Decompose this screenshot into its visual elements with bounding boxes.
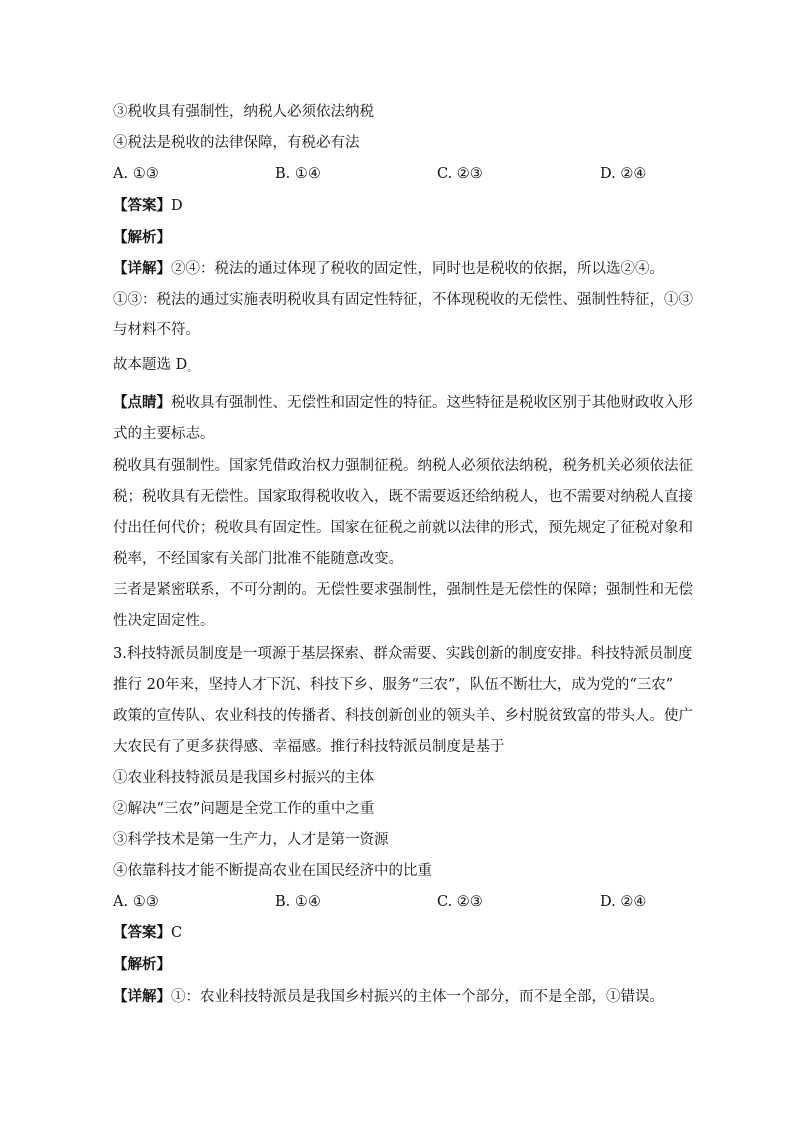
q2-tip-line-3: 税收具有强制性。国家凭借政治权力强制征税。纳税人必须依法纳税，税务机关必须依法征 bbox=[113, 458, 693, 474]
q3-options bbox=[113, 892, 653, 912]
detail-text: ①：农业科技特派员是我国乡村振兴的主体一个部分，而不是全部，①错误。 bbox=[171, 989, 664, 1005]
tip-text: 税收具有强制性、无偿性和固定性的特征。这些特征是税收区别于其他财政收入形 bbox=[171, 395, 693, 411]
q3-stem-line-2: 推行 20年来，坚持人才下沉、科技下乡、服务“三农”，队伍不断壮大，成为党的“三农” bbox=[113, 677, 674, 693]
q2-detail-line-2: ①③：税法的通过实施表明税收具有固定性特征，不体现税收的无偿性、强制性特征，①③ bbox=[113, 292, 693, 308]
analysis-tag: 【解析】 bbox=[113, 957, 171, 973]
q2-tip-line-4: 税；税收具有无偿性。国家取得税收收入，既不需要返还给纳税人，也不需要对纳税人直接 bbox=[113, 489, 693, 505]
q2-tip-line-7: 三者是紧密联系，不可分割的。无偿性要求强制性，强制性是无偿性的保障；强制性和无偿 bbox=[113, 582, 693, 598]
q3-detail-line-1 bbox=[113, 987, 664, 1007]
q2-option-c: C. ②③ bbox=[437, 166, 483, 182]
q3-option-b: B. ①④ bbox=[275, 894, 321, 910]
q2-tip-line-2: 式的主要标志。 bbox=[113, 426, 215, 442]
tip-tag: 【点睛】 bbox=[113, 395, 171, 411]
q2-tip-line-1 bbox=[113, 393, 693, 413]
q2-options bbox=[113, 164, 653, 184]
answer-tag: 【答案】 bbox=[113, 198, 171, 214]
q3-option-d: D. ②④ bbox=[600, 894, 647, 910]
q2-detail-line-1 bbox=[113, 259, 664, 279]
answer-value: D bbox=[171, 198, 183, 214]
q2-tip-line-6: 税率，不经国家有关部门批准不能随意改变。 bbox=[113, 551, 403, 567]
q2-option-d: D. ②④ bbox=[600, 166, 647, 182]
conclusion-text: 故本题选 D bbox=[113, 357, 188, 373]
q2-option-a: A. ①③ bbox=[113, 166, 159, 182]
q3-statement-3: ③科学技术是第一生产力，人才是第一资源 bbox=[113, 832, 389, 848]
answer-tag: 【答案】 bbox=[113, 925, 171, 941]
q3-statement-4: ④依靠科技才能不断提高农业在国民经济中的比重 bbox=[113, 863, 432, 879]
q2-answer bbox=[113, 196, 183, 216]
q3-stem-line-1: 3.科技特派员制度是一项源于基层探索、群众需要、实践创新的制度安排。科技特派员制度 bbox=[113, 646, 693, 662]
statement-3: ③税收具有强制性，纳税人必须依法纳税 bbox=[113, 104, 374, 120]
detail-tag: 【详解】 bbox=[113, 989, 171, 1005]
q3-stem-line-4: 大农民有了更多获得感、幸福感。推行科技特派员制度是基于 bbox=[113, 739, 505, 755]
q3-statement-1: ①农业科技特派员是我国乡村振兴的主体 bbox=[113, 770, 374, 786]
q3-option-a: A. ①③ bbox=[113, 894, 159, 910]
q2-detail-line-3: 与材料不符。 bbox=[113, 322, 200, 338]
detail-tag: 【详解】 bbox=[113, 261, 171, 277]
statement-4: ④税法是税收的法律保障，有税必有法 bbox=[113, 135, 360, 151]
q2-tip-line-8: 性决定固定性。 bbox=[113, 613, 215, 629]
q3-option-c: C. ②③ bbox=[437, 894, 483, 910]
conclusion-mark: 。 bbox=[187, 363, 198, 374]
q3-stem-line-3: 政策的宣传队、农业科技的传播者、科技创新创业的领头羊、乡村脱贫致富的带头人。使广 bbox=[113, 708, 693, 724]
q2-analysis-heading bbox=[113, 228, 171, 248]
q3-analysis-heading bbox=[113, 955, 171, 975]
q3-answer bbox=[113, 923, 182, 943]
q2-tip-line-5: 付出任何代价；税收具有固定性。国家在征税之前就以法律的形式，预先规定了征税对象和 bbox=[113, 520, 693, 536]
q2-option-b: B. ①④ bbox=[275, 166, 321, 182]
detail-text: ②④：税法的通过体现了税收的固定性，同时也是税收的依据，所以选②④。 bbox=[171, 261, 664, 277]
q2-conclusion bbox=[113, 355, 197, 379]
q3-statement-2: ②解决“三农”问题是全党工作的重中之重 bbox=[113, 801, 375, 817]
analysis-tag: 【解析】 bbox=[113, 230, 171, 246]
answer-value: C bbox=[171, 925, 183, 941]
